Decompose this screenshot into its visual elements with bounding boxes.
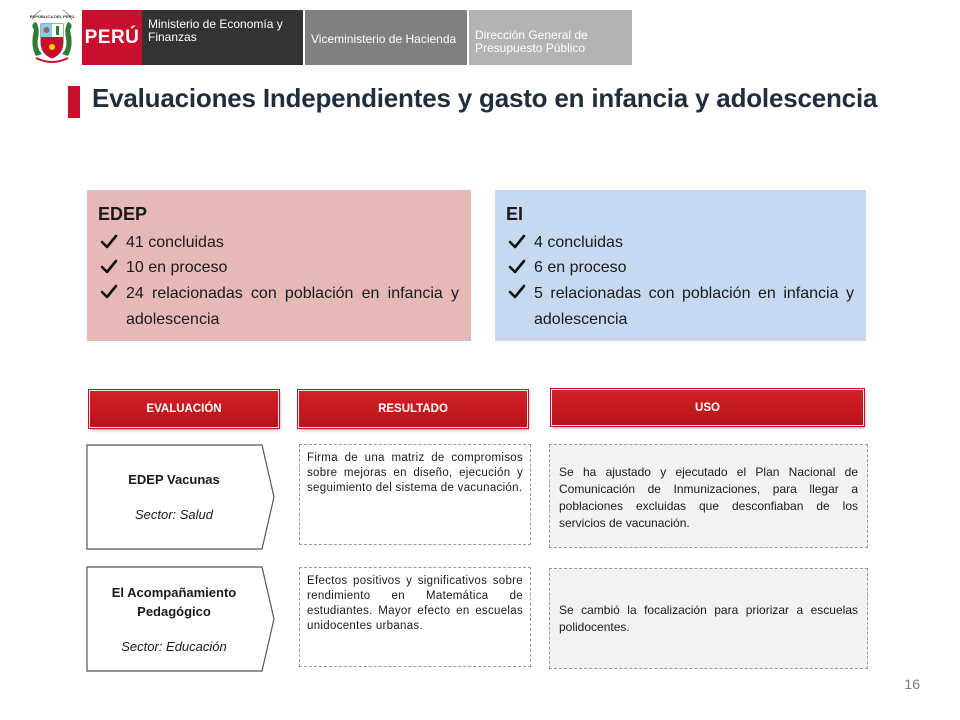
title-accent-bar (68, 86, 80, 118)
edep-summary-box (87, 190, 471, 341)
directorate-label: Dirección General de Presupuesto Público (469, 10, 632, 65)
ei-summary-box (495, 190, 866, 341)
evaluation-chevron (86, 566, 276, 672)
page-title: Evaluaciones Independientes y gasto en infancia y adolescencia (92, 83, 878, 113)
checkmark-icon (100, 258, 118, 276)
evaluation-sector: Sector: Salud (134, 507, 214, 522)
edep-item-text: 24 relacionadas con población en infancia y adolescencia (126, 285, 459, 328)
ei-item-text: 4 concluidas (534, 234, 623, 251)
section-header-uso: USO (551, 389, 864, 426)
coat-of-arms-icon (26, 10, 78, 68)
edep-item-text: 41 concluidas (126, 234, 224, 251)
result-text-box: Firma de una matriz de compromisos sobre mejoras en diseño, ejecución y seguimiento del sistema de vacunación. (299, 444, 531, 545)
checkmark-icon (100, 233, 118, 251)
evaluation-name: EDEP Vacunas (128, 472, 220, 487)
ei-item (506, 281, 854, 333)
edep-item (98, 231, 459, 255)
viceministry-label: Viceministerio de Hacienda (305, 10, 467, 65)
country-logo: PERÚ (82, 10, 142, 65)
ei-item (506, 256, 854, 280)
use-text-box (549, 568, 868, 669)
edep-heading: EDEP (98, 204, 148, 224)
checkmark-icon (508, 283, 526, 301)
ministry-label: Ministerio de Economía y Finanzas (142, 10, 303, 65)
checkmark-icon (100, 283, 118, 301)
ei-item-text: 6 en proceso (534, 259, 627, 276)
ei-heading: EI (506, 204, 524, 224)
edep-item (98, 256, 459, 280)
ei-item (506, 231, 854, 255)
edep-item-text: 10 en proceso (126, 259, 228, 276)
section-header-resultado: RESULTADO (298, 390, 528, 428)
section-header-evaluacion: EVALUACIÓN (89, 390, 279, 428)
page-number: 16 (904, 676, 920, 692)
ei-item-text: 5 relacionadas con población en infancia y adolescencia (534, 285, 854, 328)
evaluation-name: El Acompañamiento Pedagógico (111, 584, 237, 619)
checkmark-icon (508, 258, 526, 276)
evaluation-sector: Sector: Educación (121, 638, 227, 654)
result-text-box: Efectos positivos y significativos sobre rendimiento en Matemática de estudiantes. Mayor efecto en escuelas unidocentes urbanas. (299, 567, 531, 667)
checkmark-icon (508, 233, 526, 251)
use-text: Se ha ajustado y ejecutado el Plan Nacional de Comunicación de Inmunizaciones, para llegar a poblaciones excluidas que desconfiaban de los servicios de vacunación. (559, 465, 858, 530)
use-text: Se cambió la focalización para priorizar a escuelas polidocentes. (559, 602, 858, 634)
use-text-box (549, 444, 868, 548)
shield-caption: REPÚBLICA DEL PERÚ (29, 14, 75, 19)
edep-item (98, 281, 459, 333)
evaluation-chevron (86, 444, 276, 550)
